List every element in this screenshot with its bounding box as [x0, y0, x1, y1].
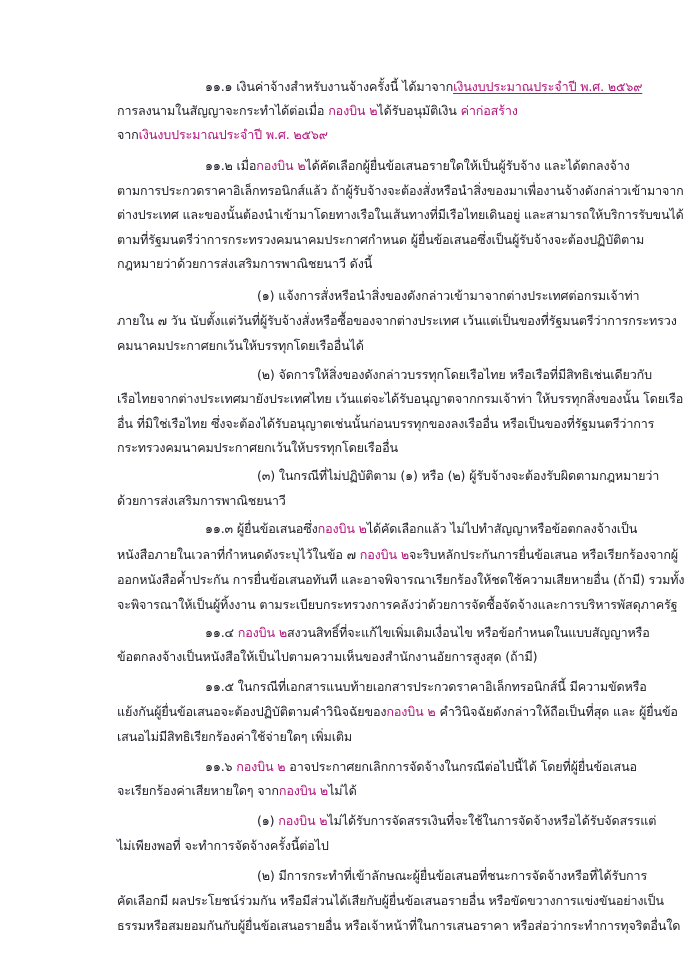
text-segment: กฎหมายว่าด้วยการส่งเสริมการพาณิชยนาวี ดังนี้	[117, 256, 373, 271]
text-segment: จะพิจารณาให้เป็นผู้ทิ้งงาน ตามระเบียบกระทรวงการคลังว่าด้วยการจัดซื้อจัดจ้างและการบริหารพัสดุภาครัฐ	[117, 597, 678, 612]
highlighted-text: ค่าก่อสร้าง	[460, 103, 518, 118]
text-line	[117, 570, 684, 590]
text-line	[257, 286, 639, 306]
text-segment: ไม่ได้รับการจัดสรรเงินที่จะใช้ในการจัดจ้างหรือได้รับจัดสรรแต่	[327, 813, 657, 828]
text-line	[117, 205, 684, 225]
text-segment: ๑๑.๒ เมื่อ	[205, 158, 257, 173]
text-line	[117, 438, 398, 458]
text-segment: (๑)	[257, 813, 279, 828]
text-line	[117, 491, 286, 511]
text-segment: ออกหนังสือค้ำประกัน การยื่นข้อเสนอทันที และอาจพิจารณาเรียกร้องให้ชดใช้ความเสียหายอื่น (ถ้ามี) รวมทั้ง	[117, 572, 685, 587]
text-segment: แย้งกันผู้ยื่นข้อเสนอจะต้องปฏิบัติตามคำวินิจฉัยของ	[117, 704, 387, 719]
text-segment: ตามการประกวดราคาอิเล็กทรอนิกส์แล้ว ถ้าผู้รับจ้างจะต้องสั่งหรือนำสิ่งของมาเพื่องานจ้างดังกล่าวเข้ามาจาก	[117, 183, 684, 198]
text-segment: (๒) มีการกระทำที่เข้าลักษณะผู้ยื่นข้อเสนอที่ชนะการจัดจ้างหรือที่ได้รับการ	[257, 868, 648, 883]
text-segment: (๓) ในกรณีที่ไม่ปฏิบัติตาม (๑) หรือ (๒) ผู้รับจ้างจะต้องรับผิดตามกฎหมายว่า	[257, 468, 660, 483]
text-segment: คำวินิจฉัยดังกล่าวให้ถือเป็นที่สุด และ ผู้ยื่นข้อ	[435, 704, 678, 719]
text-segment: (๑) แจ้งการสั่งหรือนำสิ่งของดังกล่าวเข้ามาจากต่างประเทศต่อกรมเจ้าท่า	[257, 288, 640, 303]
text-segment: หนังสือภายในเวลาที่กำหนดดังระบุไว้ในข้อ ๗	[117, 547, 360, 562]
text-segment: คัดเลือกมี ผลประโยชน์ร่วมกัน หรือมีส่วนได้เสียกับผู้ยื่นข้อเสนอรายอื่น หรือขัดขวางการแข่งขันอย่างเป็น	[117, 893, 664, 908]
text-segment: ๑๑.๖	[205, 759, 237, 774]
text-line	[117, 702, 678, 722]
highlighted-text: กองบิน ๒	[236, 759, 286, 774]
highlighted-text: กองบิน ๒	[237, 625, 287, 640]
text-line	[205, 77, 642, 97]
text-segment: การลงนามในสัญญาจะกระทำได้ต่อเมื่อ	[117, 103, 329, 118]
text-segment: กระทรวงคมนาคมประกาศยกเว้นให้บรรทุกโดยเรืออื่น	[117, 440, 398, 455]
text-segment: ๑๑.๔	[205, 625, 238, 640]
text-segment: ธรรมหรือสมยอมกันกับผู้ยื่นข้อเสนอรายอื่น หรือเจ้าหน้าที่ในการเสนอราคา หรือส่อว่ากระทำการทุจริตอื่นใด	[117, 918, 681, 933]
text-segment: สงวนสิทธิ์ที่จะแก้ไขเพิ่มเติมเงื่อนไข หรือข้อกำหนดในแบบสัญญาหรือ	[286, 625, 650, 640]
text-segment: ข้อตกลงจ้างเป็นหนังสือให้เป็นไปตามความเห็นของสำนักงานอัยการสูงสุด (ถ้ามี)	[117, 649, 538, 664]
text-segment: ๑๑.๕ ในกรณีที่เอกสารแนบท้ายเอกสารประกวดราคาอิเล็กทรอนิกส์นี้ มีความขัดหรือ	[205, 679, 647, 694]
highlighted-text: กองบิน ๒	[256, 158, 306, 173]
text-line	[205, 623, 650, 643]
text-line	[205, 519, 637, 539]
text-line	[117, 389, 683, 409]
text-segment: ๑๑.๓ ผู้ยื่นข้อเสนอซึ่ง	[205, 521, 318, 536]
text-segment: คมนาคมประกาศยกเว้นให้บรรทุกโดยเรืออื่นได้	[117, 338, 364, 353]
text-segment: ด้วยการส่งเสริมการพาณิชยนาวี	[117, 493, 286, 508]
text-segment: ได้คัดเลือกแล้ว ไม่ไปทำสัญญาหรือข้อตกลงจ้างเป็น	[366, 521, 638, 536]
text-line	[117, 230, 644, 250]
text-segment: จะริบหลักประกันการยื่นข้อเสนอ หรือเรียกร้องจากผู้	[409, 547, 679, 562]
text-line	[117, 414, 654, 434]
text-segment: ภายใน ๗ วัน นับตั้งแต่วันที่ผู้รับจ้างสั่งหรือซื้อของจากต่างประเทศ เว้นแต่เป็นของที่รัฐมนตรีว่าการกระทรวง	[117, 313, 677, 328]
text-segment: จะเรียกร้องค่าเสียหายใดๆ จาก	[117, 783, 279, 798]
highlighted-text: กองบิน ๒	[386, 704, 436, 719]
text-segment: เรือไทยจากต่างประเทศมายังประเทศไทย เว้นแต่จะได้รับอนุญาตจากกรมเจ้าท่า ให้บรรทุกสิ่งของนั้น โดยเรือ	[117, 391, 684, 406]
text-line	[117, 181, 684, 201]
text-segment: อาจประกาศยกเลิกการจัดจ้างในกรณีต่อไปนี้ได้ โดยที่ผู้ยื่นข้อเสนอ	[285, 759, 637, 774]
highlighted-text: กองบิน ๒	[328, 103, 378, 118]
text-line	[117, 647, 537, 667]
text-line	[205, 757, 637, 777]
text-line	[117, 916, 680, 936]
text-segment: ได้คัดเลือกผู้ยื่นข้อเสนอรายใดให้เป็นผู้รับจ้าง และได้ตกลงจ้าง	[305, 158, 630, 173]
text-line	[117, 101, 518, 121]
text-line	[117, 125, 328, 145]
text-segment: จาก	[117, 127, 139, 142]
text-segment: ไม่ได้	[328, 783, 357, 798]
text-line	[257, 866, 647, 886]
text-segment: ต่างประเทศ และของนั้นต้องนำเข้ามาโดยทางเรือในเส้นทางที่มีเรือไทยเดินอยู่ และสามารถให้บริการรับขนได้	[117, 207, 684, 222]
text-line	[257, 811, 656, 831]
text-line	[117, 595, 677, 615]
text-line	[257, 466, 659, 486]
highlighted-text: เงินงบประมาณประจำปี พ.ศ. ๒๕๖๙	[453, 79, 643, 94]
highlighted-text: กองบิน ๒	[278, 813, 328, 828]
highlighted-text: กองบิน ๒	[359, 547, 409, 562]
text-line	[117, 836, 329, 856]
text-line	[117, 781, 357, 801]
text-segment: (๒) จัดการให้สิ่งของดังกล่าวบรรทุกโดยเรือไทย หรือเรือที่มีสิทธิเช่นเดียวกับ	[257, 367, 652, 382]
highlighted-text: เงินงบประมาณประจำปี พ.ศ. ๒๕๖๙	[138, 127, 328, 142]
text-segment: ได้รับอนุมัติเงิน	[377, 103, 461, 118]
text-segment: ๑๑.๑ เงินค่าจ้างสำหรับงานจ้างครั้งนี้ ได้มาจาก	[205, 79, 454, 94]
text-segment: ตามที่รัฐมนตรีว่าการกระทรวงคมนาคมประกาศกำหนด ผู้ยื่นข้อเสนอซึ่งเป็นผู้รับจ้างจะต้องปฏิบัติตาม	[117, 232, 645, 247]
text-line	[117, 727, 352, 747]
text-segment: เสนอไม่มีสิทธิเรียกร้องค่าใช้จ่ายใดๆ เพิ่มเติม	[117, 729, 353, 744]
text-segment: อื่น ที่มิใช่เรือไทย ซึ่งจะต้องได้รับอนุญาตเช่นนั้นก่อนบรรทุกของลงเรืออื่น หรือเป็นของที่รัฐมนตรีว่าการ	[117, 416, 655, 431]
text-line	[117, 545, 678, 565]
text-line	[117, 254, 372, 274]
highlighted-text: กองบิน ๒	[317, 521, 367, 536]
text-segment: ไม่เพียงพอที่ จะทำการจัดจ้างครั้งนี้ต่อไป	[117, 838, 329, 853]
highlighted-text: กองบิน ๒	[278, 783, 329, 798]
text-line	[205, 156, 630, 176]
text-line	[117, 311, 677, 331]
text-line	[257, 365, 652, 385]
text-line	[117, 891, 664, 911]
text-line	[205, 677, 647, 697]
text-line	[117, 336, 364, 356]
